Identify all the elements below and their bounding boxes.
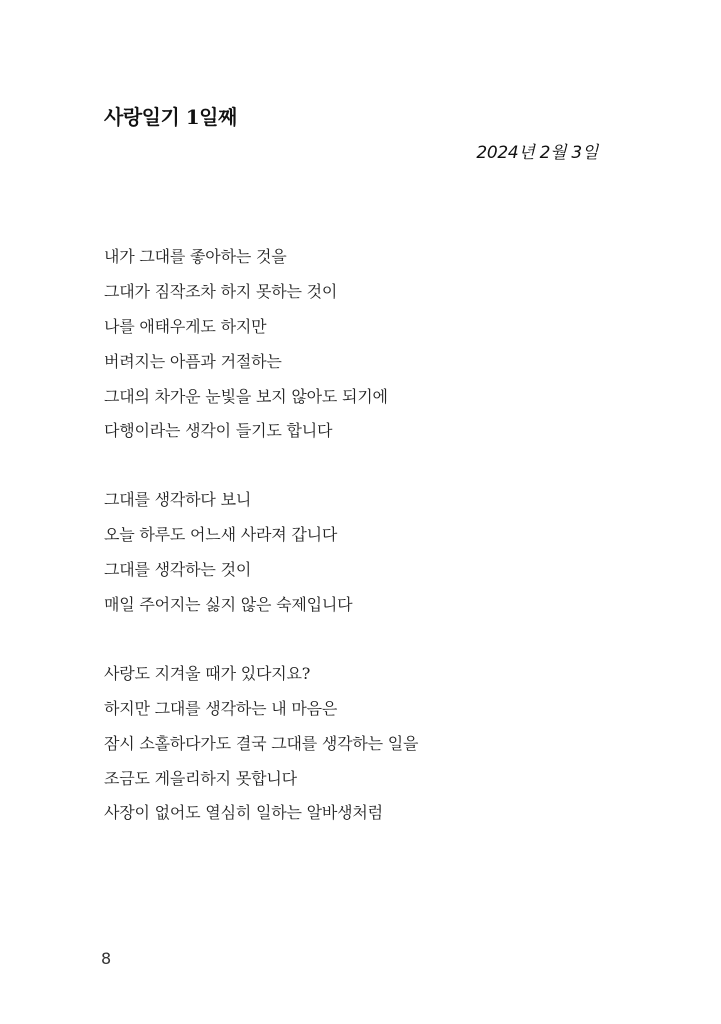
poem-line: 오늘 하루도 어느새 사라져 갑니다 (104, 525, 338, 545)
poem-line: 다행이라는 생각이 들기도 합니다 (104, 421, 333, 441)
poem-line: 사랑도 지겨울 때가 있다지요? (104, 663, 311, 683)
page-title: 사랑일기 1일째 (104, 105, 237, 129)
poem-line: 잠시 소홀하다가도 결국 그대를 생각하는 일을 (104, 733, 419, 753)
poem-line: 조금도 게을리하지 못합니다 (104, 768, 297, 788)
poem-line: 하지만 그대를 생각하는 내 마음은 (104, 698, 338, 718)
poem-line: 그대를 생각하다 보니 (104, 490, 252, 510)
poem-line: 그대가 짐작조차 하지 못하는 것이 (104, 281, 338, 301)
poem-line: 버려지는 아픔과 거절하는 (104, 351, 282, 371)
stanza-3 (104, 660, 624, 834)
diary-date: 2024년 2월 3일 (476, 143, 598, 163)
poem-body (104, 243, 624, 868)
stanza-2 (104, 486, 624, 626)
page-number: 8 (101, 949, 112, 968)
stanza-1 (104, 243, 624, 452)
poem-line: 사장이 없어도 열심히 일하는 알바생처럼 (104, 803, 383, 823)
poem-line: 그대를 생각하는 것이 (104, 560, 252, 580)
poem-line: 매일 주어지는 싫지 않은 숙제입니다 (104, 595, 353, 615)
poem-line: 그대의 차가운 눈빛을 보지 않아도 되기에 (104, 386, 388, 406)
poem-line: 내가 그대를 좋아하는 것을 (104, 247, 287, 266)
poem-line: 나를 애태우게도 하지만 (104, 316, 267, 336)
